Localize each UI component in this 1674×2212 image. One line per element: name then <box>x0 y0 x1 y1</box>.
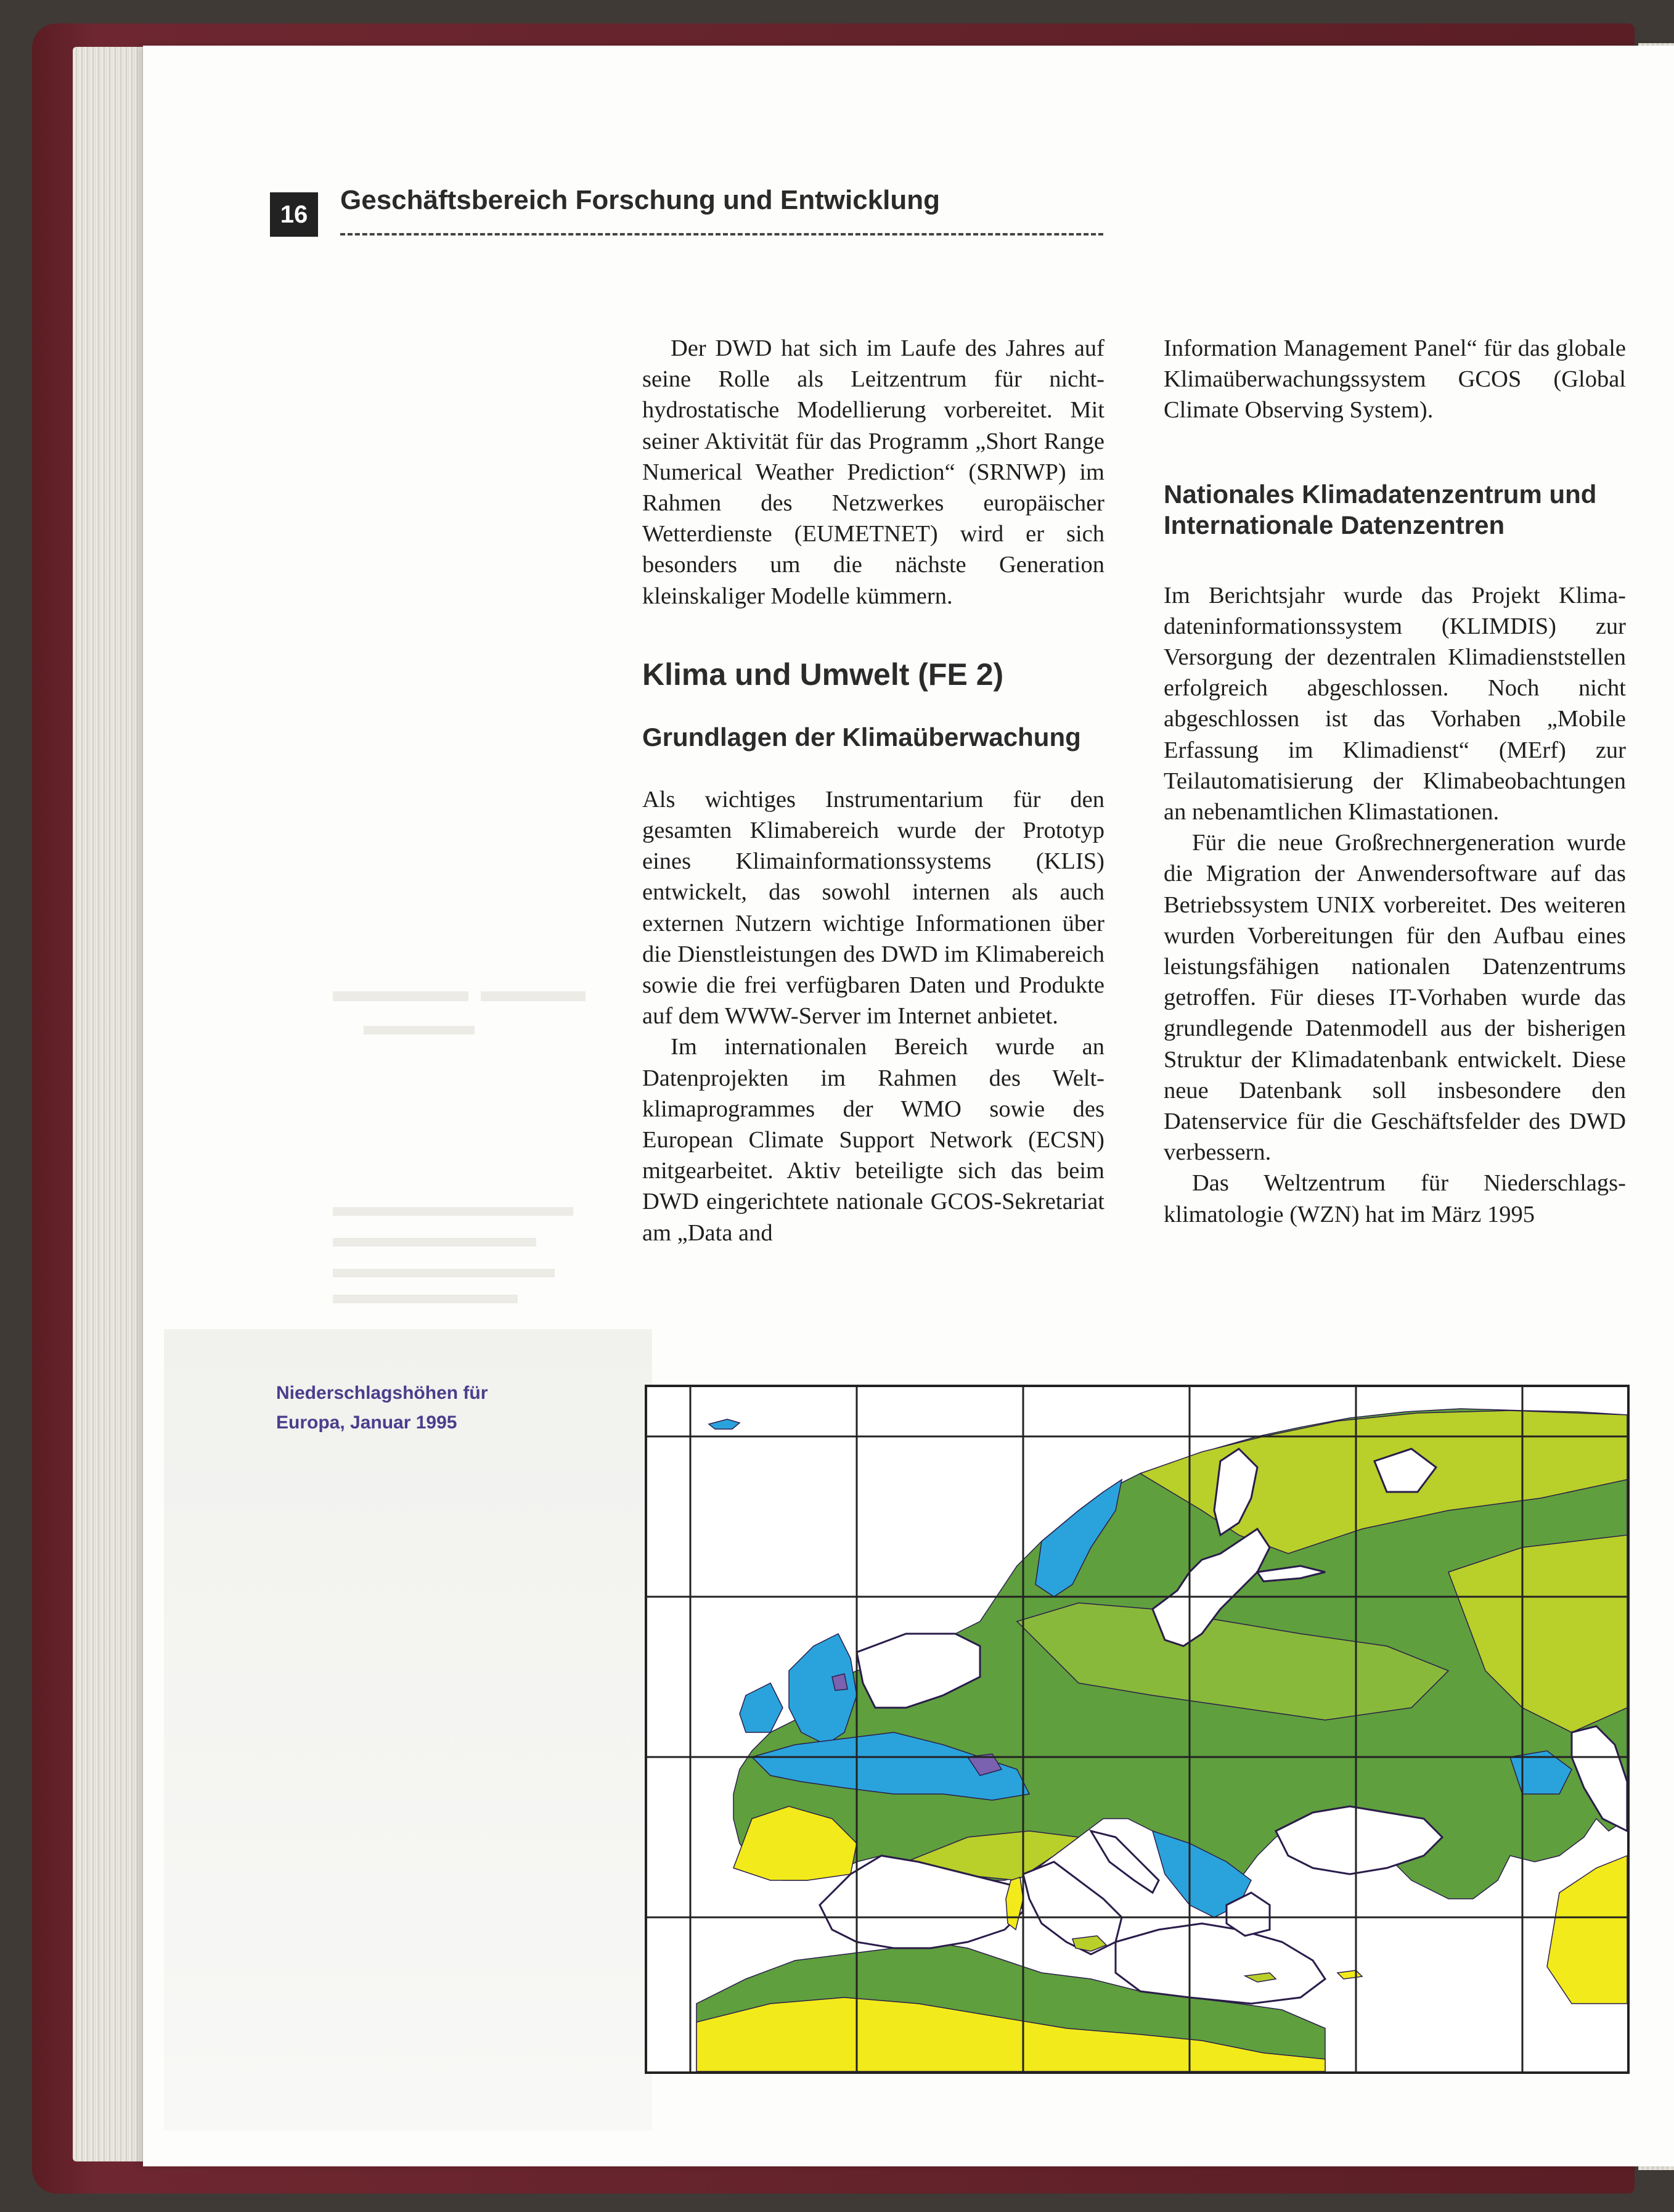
paragraph: Im internationalen Bereich wurde an Datenprojekten im Rahmen des Weltklimaprogrammes der WMO sowie des European Climate Support Network (ECSN) mitgearbeitet. Aktiv beteiligte sich das beim DWD eingerichtete nationale GCOS-Sekretariat am „Data and <box>642 1034 1104 1246</box>
page-number: 16 <box>270 192 318 237</box>
cyprus <box>1337 1970 1362 1979</box>
right-text-column <box>1164 333 1626 1230</box>
low-precip-east <box>1547 1856 1627 2004</box>
paragraph: Information Management Panel“ für das globale Klimaüberwachungssystem GCOS (Global Climate Observing System). <box>1164 335 1626 424</box>
ghost-mark <box>333 1238 536 1247</box>
high-precip-ireland <box>740 1683 783 1732</box>
ghost-mark <box>333 991 468 1001</box>
mediterranean-east <box>1116 1923 1325 2004</box>
ghost-mark <box>333 1295 518 1303</box>
very-high-precip-patch <box>832 1674 847 1690</box>
iceland <box>709 1419 740 1429</box>
margin-shadow-area <box>164 1329 652 2131</box>
ghost-mark <box>481 991 586 1001</box>
caption-line: Niederschlagshöhen für <box>276 1383 488 1403</box>
paragraph: Als wichtiges Instrumentarium für den gesamten Klimabereich wurde der Prototyp eines Klimainformationssystems (KLIS) entwickelt, das sowohl internen als auch externen Nutzern wichtige Informationen über die Dienstleistungen des DWD im Klimabereich sowie die frei verfügbaren Daten und Produkte auf dem WWW-Server im Internet anbietet. <box>642 786 1104 1030</box>
left-text-column <box>642 333 1104 1248</box>
header-dashed-rule <box>340 233 1103 236</box>
ghost-mark <box>333 1269 555 1277</box>
subsection-heading: Grundlagen der Klimaüberwachung <box>642 722 1081 752</box>
adriatic-sea <box>1091 1831 1159 1893</box>
paragraph: Im Berichtsjahr wurde das Projekt Klimadateninformationssystem (KLIMDIS) zur Versorgung der dezentralen Klimadienststellen erfolgreich abgeschlossen. Noch nicht abgeschlossen ist das Vorhaben „Mobile Erfassung im Klimadienst“ (MErf) zur Teilautomatisierung der Klimabeobachtungen an nebenamtlichen Klimastationen. <box>1164 582 1626 825</box>
figure-caption <box>276 1378 535 1438</box>
map-graphic <box>647 1387 1627 2071</box>
precipitation-map-europe <box>645 1385 1630 2074</box>
ghost-mark <box>333 1207 573 1216</box>
paragraph: Das Weltzentrum für Niederschlagsklimatologie (WZN) hat im März 1995 <box>1164 1170 1626 1227</box>
paragraph: Der DWD hat sich im Laufe des Jahres auf seine Rolle als Leitzentrum für nichthydrostatische Modellierung vorbereitet. Mit seiner Aktivität für das Programm „Short Range Numerical Weather Prediction“ (SRNWP) im Rahmen des Netzwerkes europäischer Wetterdienste (EUMETNET) wird er sich besonders um die nächste Generation kleinskaliger Modelle kümmern. <box>642 335 1104 609</box>
ghost-mark <box>364 1026 475 1034</box>
subsection-heading: Nationales Klimadatenzentrum und Internationale Datenzentren <box>1164 479 1597 539</box>
caption-line: Europa, Januar 1995 <box>276 1412 457 1433</box>
running-head: Geschäftsbereich Forschung und Entwicklung <box>340 185 941 215</box>
section-heading: Klima und Umwelt (FE 2) <box>642 657 1004 692</box>
paragraph: Für die neue Großrechnergeneration wurde die Migration der Anwendersoftware auf das Betriebssystem UNIX vorbereitet. Des weiteren wurden Vorbereitungen für den Aufbau eines leistungsfähigen nationalen Datenzentrums getroffen. Für dieses IT-Vorhaben wurde das grundlegende Datenmodell aus der bisherigen Struktur der Klimadatenbank entwickelt. Diese neue Datenbank soll insbesondere den Datenservice für die Geschäftsfelder des DWD verbessern. <box>1164 830 1626 1166</box>
tyrrhenian-sea <box>1023 1862 1122 1954</box>
